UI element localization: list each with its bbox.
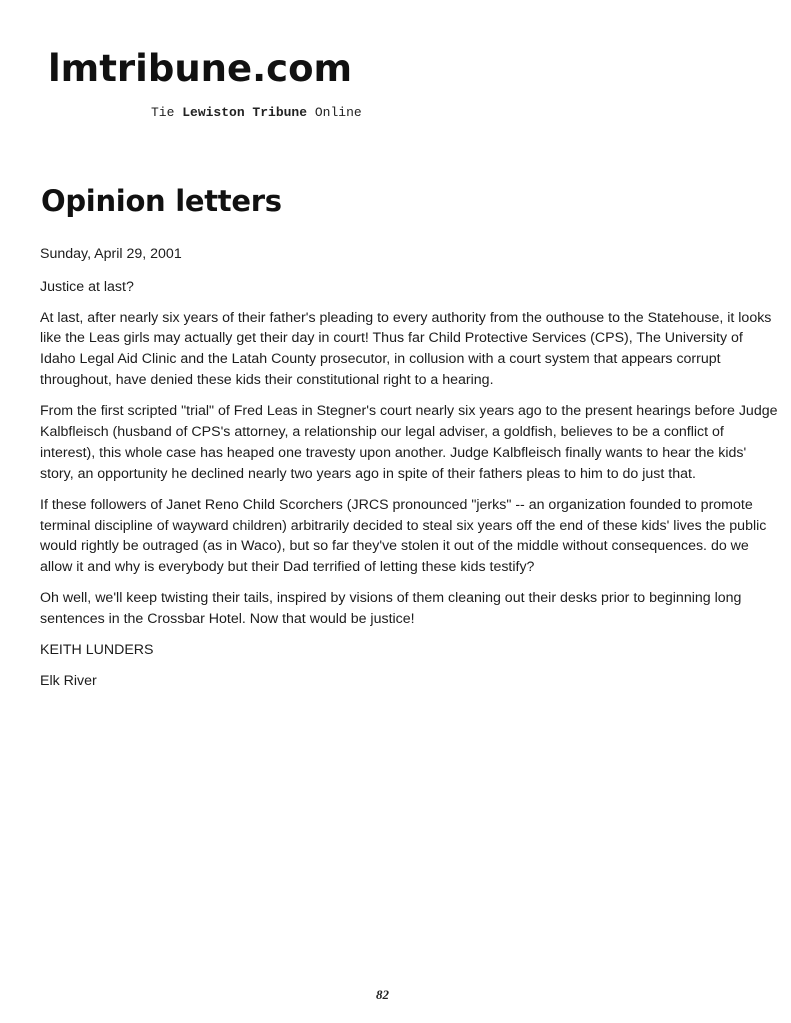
letter-content	[40, 244, 782, 702]
tagline-brand: Lewiston Tribune	[182, 105, 308, 120]
tagline-suffix: Online	[314, 105, 362, 120]
site-title: lmtribune.com	[48, 47, 353, 90]
letter-date: Sunday, April 29, 2001	[40, 246, 182, 262]
letter-paragraph: Oh well, we'll keep twisting their tails, inspired by visions of them cleaning out their desks prior to beginning long sentences in the Crossbar Hotel. Now that would be justice!	[40, 590, 742, 628]
page-heading: Opinion letters	[41, 184, 282, 218]
letter-author: KEITH LUNDERS	[40, 642, 154, 659]
site-tagline	[151, 106, 362, 119]
letter-paragraph: If these followers of Janet Reno Child Scorchers (JRCS pronounced "jerks" -- an organization founded to promote terminal discipline of wayward children) arbitrarily decided to steal six years off the end of these kids' lives the public would rightly be outraged (as in Waco), but so far they've stolen it out of the middle without consequences. do we allow it and why is everybody but their Dad terrified of letting these kids testify?	[40, 496, 767, 576]
page-number: 82	[376, 987, 389, 1002]
letter-location: Elk River	[40, 673, 97, 690]
letter-paragraph: From the first scripted "trial" of Fred Leas in Stegner's court nearly six years ago to the present hearings before Judge Kalbfleisch (husband of CPS's attorney, a relationship our legal adviser, a goldfish, believes to be a conflict of interest), this whole case has heaped one travesty upon another. Judge Kalbfleisch finally wants to hear the kids' story, an opportunity he declined nearly two years ago in spite of their fathers pleas to him to do just that.	[40, 403, 778, 482]
letter-title: Justice at last?	[40, 278, 134, 295]
tagline-prefix: Tie	[151, 105, 175, 120]
letter-paragraph: At last, after nearly six years of their father's pleading to every authority from the outhouse to the Statehouse, it looks like the Leas girls may actually get their day in court! Thus far Child Protective Services (CPS), The University of Idaho Legal Aid Clinic and the Latah County prosecutor, in collusion with a court system that appears corrupt throughout, have denied these kids their constitutional right to a hearing.	[40, 309, 772, 388]
